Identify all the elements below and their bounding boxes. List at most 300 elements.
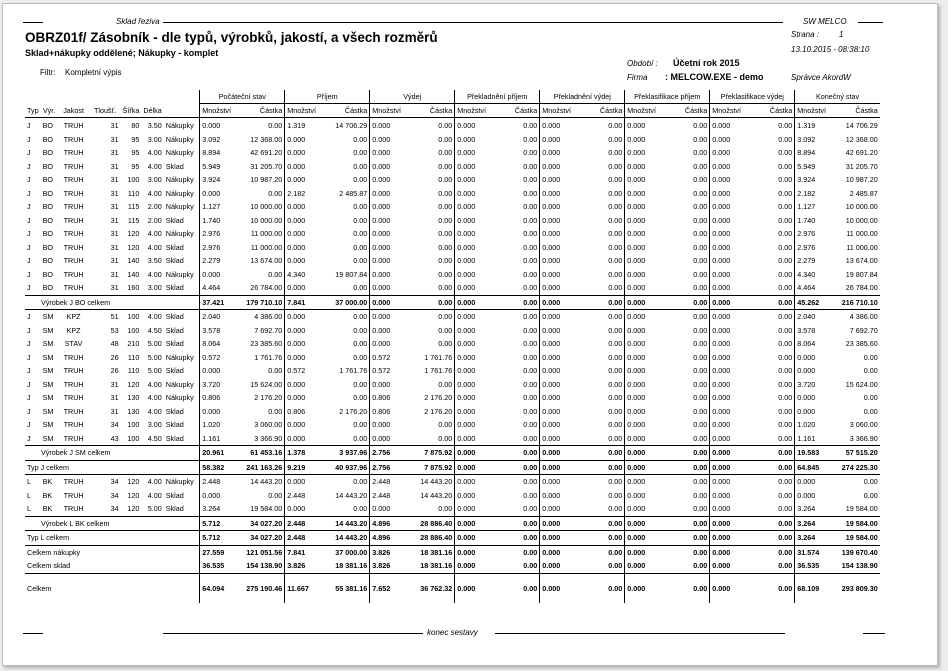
cell-quantity: 0.000 — [370, 241, 411, 255]
cell-quantity: 0.000 — [710, 460, 751, 475]
cell-key: 4.00 — [147, 379, 162, 389]
cell-key: J — [27, 269, 31, 279]
cell-amount: 36 762.32 — [411, 573, 455, 603]
cell-quantity: 0.000 — [455, 405, 496, 419]
cell-quantity: 3.578 — [200, 324, 241, 338]
group-header: Překlasifikace příjem — [625, 90, 710, 104]
page-label: Strana : — [791, 30, 820, 39]
cell-quantity: 0.000 — [370, 295, 411, 310]
cell-amount: 0.00 — [608, 366, 623, 375]
table-row — [25, 378, 880, 392]
cell-quantity: 3.578 — [795, 324, 836, 338]
cell-amount: 0.00 — [581, 310, 625, 324]
cell-key: SM — [41, 310, 58, 324]
cell-quantity: 0.000 — [625, 516, 666, 531]
cell-amount: 0.00 — [438, 161, 453, 171]
cell-key: Sklad — [165, 366, 184, 375]
cell-quantity: 0.000 — [285, 254, 326, 268]
cell-amount: 0.00 — [778, 504, 793, 513]
cell-amount: 0.00 — [778, 120, 793, 130]
cell-key: 4.00 — [147, 406, 162, 416]
cell-quantity: 2.976 — [200, 241, 241, 255]
cell-amount: 0.00 — [353, 229, 368, 238]
cell-quantity: 5.712 — [200, 516, 241, 531]
cell-quantity: 0.000 — [625, 351, 666, 365]
cell-quantity: 0.572 — [285, 364, 326, 378]
cell-quantity: 1.319 — [285, 118, 326, 133]
cell-key: 31 — [110, 393, 119, 402]
cell-amount: 0.00 — [268, 188, 283, 198]
cell-amount: 0.00 — [751, 516, 795, 531]
cell-amount: 0.00 — [268, 120, 283, 130]
cell-amount: 0.00 — [778, 420, 793, 429]
cell-key: TRUH — [63, 352, 84, 362]
cell-quantity: 0.000 — [625, 268, 666, 282]
cell-amount: 0.00 — [693, 561, 708, 570]
cell-quantity: 0.000 — [285, 351, 326, 365]
cell-amount: 0.00 — [353, 175, 368, 184]
cell-quantity: 0.000 — [455, 268, 496, 282]
cell-amount: 0.00 — [778, 134, 793, 144]
cell-key: BK — [41, 475, 58, 489]
cell-amount: 0.00 — [608, 352, 623, 362]
cell-quantity: 2.976 — [200, 227, 241, 241]
cell-key: 5.00 — [147, 339, 162, 348]
cell-quantity: 20.961 — [200, 446, 241, 461]
cell-key: BO — [42, 175, 53, 184]
cell-key: J — [27, 352, 31, 362]
cell-quantity: 0.000 — [710, 475, 751, 489]
cell-key: 31 — [110, 242, 119, 252]
cell-key: 120 — [127, 229, 140, 238]
cell-amount: 0.00 — [496, 310, 540, 324]
cell-key: 110 — [127, 188, 140, 198]
cell-key: J — [27, 406, 31, 416]
cell-amount: 11 000.00 — [250, 242, 283, 252]
cell-amount: 3 366.90 — [849, 433, 878, 443]
cell-key: TRUH — [63, 504, 84, 513]
cell-amount: 0.00 — [523, 406, 538, 416]
cell-quantity: 0.000 — [200, 364, 241, 378]
cell-key: 110 — [127, 352, 140, 362]
cell-amount: 0.00 — [778, 148, 793, 157]
cell-key: 48 — [110, 339, 119, 348]
cell-key: TRUH — [63, 256, 84, 265]
cell-quantity: 0.000 — [370, 378, 411, 392]
cell-amount: 0.00 — [778, 490, 793, 500]
cell-amount: 0.00 — [438, 269, 453, 279]
cell-quantity: 0.000 — [625, 214, 666, 228]
cell-quantity: 3.720 — [795, 378, 836, 392]
cell-amount: 293 809.30 — [836, 573, 880, 603]
cell-amount: 0.00 — [608, 433, 623, 443]
table-row — [25, 227, 880, 241]
cell-key: 100 — [127, 175, 140, 184]
cell-amount: 4 386.00 — [836, 310, 880, 324]
table-row — [25, 502, 880, 516]
cell-quantity: 0.000 — [540, 281, 581, 295]
cell-amount: 0.00 — [353, 352, 368, 362]
cell-quantity: 0.000 — [370, 502, 411, 516]
cell-key: 34 — [110, 420, 119, 429]
cell-quantity: 0.000 — [710, 545, 751, 559]
table-row — [25, 337, 880, 351]
cell-amount: 0.00 — [778, 406, 793, 416]
cell-amount: 0.00 — [666, 446, 710, 461]
cell-quantity: 0.000 — [710, 337, 751, 351]
cell-amount: 1 761.76 — [339, 366, 368, 375]
cell-amount: 0.00 — [523, 352, 538, 362]
cell-quantity: 0.000 — [710, 324, 751, 338]
cell-key: BO — [42, 242, 53, 252]
cell-amount: 0.00 — [353, 325, 368, 335]
cell-amount: 0.00 — [693, 148, 708, 157]
cell-key: 31 — [110, 134, 119, 144]
cell-amount: 0.00 — [693, 406, 708, 416]
cell-quantity: 1.319 — [795, 118, 836, 133]
cell-quantity: 0.000 — [710, 418, 751, 432]
report-title: OBRZ01f/ Zásobník - dle typů, výrobků, jakostí, a všech rozměrů — [25, 30, 438, 45]
cell-quantity: 0.000 — [540, 295, 581, 310]
cell-quantity: 4.464 — [200, 281, 241, 295]
cell-key: 115 — [127, 202, 140, 211]
cell-amount: 1 761.76 — [424, 352, 453, 362]
cell-quantity: 0.000 — [540, 146, 581, 160]
cell-quantity: 0.000 — [455, 502, 496, 516]
cell-amount: 216 710.10 — [836, 295, 880, 310]
cell-key: J — [27, 366, 31, 375]
cell-quantity: 0.000 — [370, 268, 411, 282]
cell-key: BO — [42, 148, 53, 157]
cell-quantity: 0.000 — [285, 241, 326, 255]
cell-key: BO — [42, 161, 53, 171]
cell-amount: 4 386.00 — [241, 310, 285, 324]
cell-amount: 10 000.00 — [250, 202, 283, 211]
cell-quantity: 2.448 — [370, 489, 411, 503]
header-row-columns — [25, 104, 880, 118]
cell-quantity: 0.000 — [455, 545, 496, 559]
cell-key: SM — [42, 406, 54, 416]
cell-quantity: 4.896 — [370, 516, 411, 531]
cell-quantity: 0.000 — [710, 364, 751, 378]
table-row — [25, 351, 880, 365]
cell-quantity: 0.000 — [540, 160, 581, 174]
cell-amount: 0.00 — [523, 420, 538, 429]
cell-amount: 0.00 — [523, 379, 538, 389]
cell-key: 31 — [110, 215, 119, 225]
cell-key: 130 — [127, 406, 140, 416]
cell-amount: 0.00 — [438, 283, 453, 292]
cell-quantity: 0.000 — [370, 118, 411, 133]
cell-key: BO — [42, 269, 53, 279]
cell-quantity: 0.000 — [710, 241, 751, 255]
cell-quantity: 11.667 — [285, 573, 326, 603]
cell-key: 5.00 — [147, 504, 162, 513]
cell-quantity: 8.064 — [200, 337, 241, 351]
cell-amount: 0.00 — [608, 229, 623, 238]
cell-key: J — [27, 120, 31, 130]
cell-quantity: 0.000 — [370, 227, 411, 241]
cell-amount: 0.00 — [353, 420, 368, 429]
cell-quantity: 0.000 — [540, 241, 581, 255]
cell-key: Sklad — [165, 283, 184, 292]
cell-key: SM — [42, 339, 54, 348]
cell-amount: 0.00 — [608, 504, 623, 513]
cell-quantity: 2.279 — [795, 254, 836, 268]
cell-amount: 0.00 — [693, 215, 708, 225]
cell-amount: 154 138.90 — [246, 561, 283, 570]
cell-quantity: 0.000 — [285, 227, 326, 241]
cell-amount: 14 443.20 — [326, 516, 370, 531]
cell-amount: 11 000.00 — [846, 229, 878, 238]
cell-key: L — [25, 475, 41, 489]
cell-amount: 0.00 — [778, 229, 793, 238]
cell-quantity: 0.000 — [455, 573, 496, 603]
cell-key: Nákupky — [165, 120, 194, 130]
cell-quantity: 0.000 — [540, 118, 581, 133]
cell-key: Sklad — [165, 215, 184, 225]
cell-amount: 0.00 — [438, 242, 453, 252]
cell-quantity: 0.000 — [625, 146, 666, 160]
cell-quantity: 0.000 — [285, 310, 326, 324]
cell-quantity: 37.421 — [200, 295, 241, 310]
cell-amount: 0.00 — [693, 283, 708, 292]
cell-key: 120 — [121, 475, 142, 489]
row-label: Výrobek J SM celkem — [25, 446, 200, 461]
cell-amount: 0.00 — [353, 504, 368, 513]
cell-key: 43 — [110, 433, 119, 443]
cell-amount: 0.00 — [608, 561, 623, 570]
cell-quantity: 0.000 — [625, 378, 666, 392]
cell-amount: 7 875.92 — [411, 460, 455, 475]
report-footer: konec sestavy — [427, 628, 478, 637]
cell-key: Sklad — [165, 420, 184, 429]
table-row — [25, 118, 880, 133]
cell-quantity: 3.092 — [200, 133, 241, 147]
cell-quantity: 0.000 — [625, 254, 666, 268]
group-header: Počáteční stav — [200, 90, 285, 104]
cell-amount: 1 761.76 — [424, 366, 453, 375]
cell-quantity: 3.264 — [795, 531, 836, 546]
cell-quantity: 0.000 — [285, 200, 326, 214]
cell-quantity: 0.000 — [625, 324, 666, 338]
cell-key: 4.50 — [147, 433, 162, 443]
cell-amount: 26 784.00 — [845, 283, 878, 292]
cell-amount: 19 584.00 — [250, 504, 283, 513]
cell-quantity: 0.806 — [370, 391, 411, 405]
cell-key: 3.00 — [147, 134, 162, 144]
cell-key: TRUH — [63, 161, 84, 171]
cell-amount: 0.00 — [581, 573, 625, 603]
cell-amount: 0.00 — [353, 339, 368, 348]
cell-amount: 0.00 — [778, 352, 793, 362]
cell-key: Nákupky — [165, 148, 194, 157]
cell-key: STAV — [64, 339, 83, 348]
cell-quantity: 0.000 — [370, 310, 411, 324]
cell-amount: 14 443.20 — [241, 475, 285, 489]
cell-amount: 0.00 — [693, 433, 708, 443]
cell-amount: 14 443.20 — [411, 475, 455, 489]
cell-amount: 0.00 — [496, 531, 540, 546]
cell-quantity: 4.464 — [795, 281, 836, 295]
cell-quantity: 0.000 — [625, 281, 666, 295]
cell-key: 31 — [110, 256, 119, 265]
cell-amount: 0.00 — [523, 366, 538, 375]
cell-key: BO — [42, 134, 53, 144]
cell-amount: 37 000.00 — [326, 545, 370, 559]
cell-key: TRUH — [63, 134, 84, 144]
col-quantity: Množství — [710, 104, 751, 118]
group-header: Výdej — [370, 90, 455, 104]
cell-amount: 0.00 — [523, 325, 538, 335]
cell-key: SM — [42, 352, 54, 362]
cell-quantity: 0.000 — [625, 489, 666, 503]
cell-amount: 0.00 — [496, 460, 540, 475]
cell-key: SM — [42, 325, 54, 335]
cell-amount: 0.00 — [608, 175, 623, 184]
cell-quantity: 0.000 — [795, 351, 836, 365]
cell-amount: 0.00 — [666, 573, 710, 603]
cell-amount: 0.00 — [353, 379, 368, 389]
cell-quantity: 0.000 — [625, 460, 666, 475]
col-amount: Částka — [751, 104, 795, 118]
cell-key: TRUH — [58, 475, 90, 489]
cell-key: BO — [42, 202, 53, 211]
cell-quantity: 0.000 — [285, 281, 326, 295]
cell-quantity: 0.000 — [710, 378, 751, 392]
cell-key: BO — [42, 188, 53, 198]
cell-quantity: 0.000 — [200, 268, 241, 282]
col-amount: Částka — [666, 104, 710, 118]
cell-quantity: 0.806 — [200, 391, 241, 405]
cell-quantity: 0.000 — [710, 281, 751, 295]
cell-quantity: 0.000 — [710, 295, 751, 310]
cell-amount: 0.00 — [523, 175, 538, 184]
footer-rule-left — [23, 633, 43, 634]
cell-amount: 0.00 — [523, 433, 538, 443]
cell-key: Sklad — [165, 406, 184, 416]
cell-amount: 0.00 — [581, 516, 625, 531]
cell-quantity: 0.000 — [540, 391, 581, 405]
cell-amount: 0.00 — [693, 504, 708, 513]
cell-key: BK — [42, 504, 53, 513]
cell-quantity: 0.000 — [625, 446, 666, 461]
cell-amount: 0.00 — [438, 188, 453, 198]
cell-key: 31 — [110, 379, 119, 389]
cell-quantity: 0.000 — [795, 405, 836, 419]
cell-amount: 0.00 — [608, 420, 623, 429]
cell-key: Nákupky — [165, 393, 194, 402]
cell-quantity: 0.000 — [540, 460, 581, 475]
cell-amount: 0.00 — [581, 531, 625, 546]
cell-quantity: 0.000 — [455, 432, 496, 446]
cell-amount: 11 000.00 — [846, 242, 878, 252]
cell-amount: 0.00 — [523, 256, 538, 265]
table-row — [25, 489, 880, 503]
cell-amount: 0.00 — [693, 256, 708, 265]
cell-quantity: 2.756 — [370, 446, 411, 461]
cell-amount: 0.00 — [523, 188, 538, 198]
cell-key: Sklad — [165, 256, 184, 265]
cell-quantity: 0.000 — [625, 310, 666, 324]
cell-key: J — [27, 256, 31, 265]
cell-amount: 0.00 — [523, 120, 538, 130]
cell-amount: 3 366.90 — [254, 433, 283, 443]
table-row — [25, 405, 880, 419]
cell-amount: 0.00 — [693, 420, 708, 429]
cell-amount: 15 624.00 — [250, 379, 283, 389]
cell-quantity: 0.000 — [455, 324, 496, 338]
cell-amount: 0.00 — [693, 325, 708, 335]
col-quantity: Množství — [540, 104, 581, 118]
cell-key: Nákupky — [165, 269, 194, 279]
cell-key: 3.00 — [147, 420, 162, 429]
cell-quantity: 0.000 — [370, 133, 411, 147]
col-amount: Částka — [241, 104, 285, 118]
cell-quantity: 0.000 — [625, 432, 666, 446]
cell-amount: 0.00 — [496, 545, 540, 559]
cell-key: 4.00 — [147, 393, 162, 402]
cell-key: BO — [42, 120, 53, 130]
cell-amount: 0.00 — [693, 134, 708, 144]
cell-key: J — [25, 310, 41, 324]
cell-quantity: 2.448 — [200, 475, 241, 489]
cell-quantity: 0.000 — [370, 160, 411, 174]
row-label: Typ J celkem — [25, 460, 200, 475]
cell-amount: 0.00 — [523, 490, 538, 500]
cell-amount: 0.00 — [523, 393, 538, 402]
cell-amount: 0.00 — [523, 134, 538, 144]
cell-quantity: 1.020 — [795, 418, 836, 432]
cell-key: BO — [42, 283, 53, 292]
cell-quantity: 1.127 — [795, 200, 836, 214]
cell-amount: 0.00 — [693, 202, 708, 211]
cell-quantity: 0.000 — [710, 268, 751, 282]
cell-amount: 0.00 — [778, 366, 793, 375]
cell-quantity: 0.000 — [540, 351, 581, 365]
admin-name: Správce AkordW — [791, 73, 851, 82]
row-label: Celkem sklad — [27, 561, 71, 570]
table-row — [25, 133, 880, 147]
cell-quantity: 19.583 — [795, 446, 836, 461]
cell-amount: 0.00 — [438, 504, 453, 513]
cell-quantity: 0.000 — [285, 418, 326, 432]
cell-amount: 0.00 — [608, 242, 623, 252]
cell-quantity: 0.000 — [625, 405, 666, 419]
table-row — [25, 364, 880, 378]
cell-quantity: 0.000 — [540, 489, 581, 503]
cell-key: TRUH — [63, 379, 84, 389]
cell-quantity: 0.000 — [370, 173, 411, 187]
cell-amount: 0.00 — [353, 433, 368, 443]
cell-amount: 0.00 — [438, 420, 453, 429]
cell-amount: 31 205.70 — [845, 161, 878, 171]
cell-quantity: 0.000 — [625, 241, 666, 255]
cell-amount: 0.00 — [608, 490, 623, 500]
cell-quantity: 0.000 — [540, 418, 581, 432]
cell-amount: 55 381.16 — [326, 573, 370, 603]
cell-amount: 121 051.56 — [241, 545, 285, 559]
cell-amount: 0.00 — [778, 325, 793, 335]
cell-key: J — [27, 202, 31, 211]
cell-key: Sklad — [165, 433, 184, 443]
cell-amount: 0.00 — [693, 490, 708, 500]
cell-quantity: 0.000 — [540, 187, 581, 201]
cell-key: 120 — [127, 490, 140, 500]
cell-key: L — [27, 504, 31, 513]
cell-key: 3.00 — [147, 283, 162, 292]
col-amount: Částka — [326, 104, 370, 118]
